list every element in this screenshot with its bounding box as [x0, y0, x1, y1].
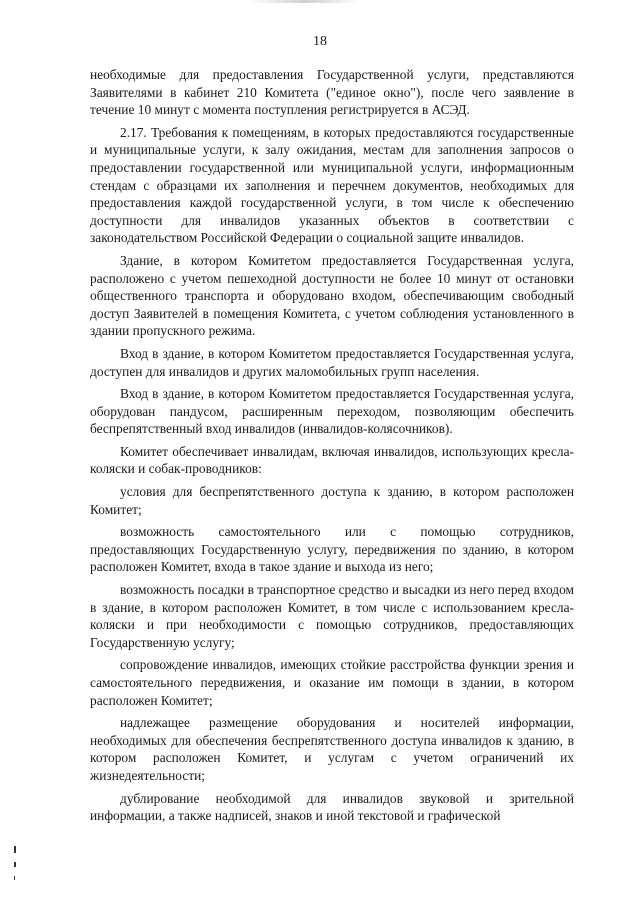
paragraph-continuation: необходимые для предоставления Государственной услуги, представляются Заявителями в кабинет 210 Комитета ("единое окно"), после чего заявление в течение 10 минут с момента поступления регистрируется в АСЭД. [90, 67, 574, 118]
list-item-access-conditions: условия для беспрепятственного доступа к зданию, в котором расположен Комитет; [90, 484, 574, 517]
paragraph-building-location: Здание, в котором Комитетом предоставляется Государственная услуга, расположено с учетом пешеходной доступности не более 10 минут от остановки общественного транспорта и оборудовано входом, обеспечивающим свободный доступ Заявителей в помещения Комитета, с учетом соблюдения установленного в здании пропускного режима. [90, 252, 574, 339]
scan-margin-mark [14, 846, 16, 853]
scan-margin-mark [14, 876, 15, 880]
paragraph-committee-provides: Комитет обеспечивает инвалидам, включая инвалидов, использующих кресла-коляски и собак-проводников: [90, 443, 574, 477]
page-number: 18 [313, 34, 327, 49]
paragraph-entrance-accessible: Вход в здание, в котором Комитетом предоставляется Государственная услуга, доступен для инвалидов и других маломобильных групп населения. [90, 345, 574, 379]
list-item-vehicle-boarding: возможность посадки в транспортное средство и высадки из него перед входом в здание, в котором расположен Комитет, в том числе с использованием кресла-коляски и при необходимости с помощью сотрудников, предоставляющих Государственную услугу; [90, 582, 575, 650]
paragraph-section-2-17: 2.17. Требования к помещениям, в которых предоставляются государственные и муниципальные услуги, к залу ожидания, местам для заполнения запросов о предоставлении государственной или муниципальной услуги, информационным стендам с образцами их заполнения и перечнем документов, необходимых для предоставления каждой государственной услуги, в том числе к обеспечению доступности для инвалидов указанных объектов в соответствии с законодательством Российской Федерации о социальной защите инвалидов. [90, 124, 574, 246]
scan-margin-mark [14, 862, 16, 867]
paragraph-entrance-ramp: Вход в здание, в котором Комитетом предоставляется Государственная услуга, оборудован пандусом, расширенным переходом, позволяющим обеспечить беспрепятственный вход инвалидов (инвалидов-колясочников). [90, 386, 574, 437]
document-body [90, 66, 574, 825]
list-item-escort: сопровождение инвалидов, имеющих стойкие расстройства функции зрения и самостоятельного передвижения, и оказание им помощи в здании, в котором расположен Комитет; [90, 657, 574, 708]
list-item-independent-movement: возможность самостоятельного или с помощью сотрудников, предоставляющих Государственную услугу, передвижения по зданию, в котором расположен Комитет, входа в такое здание и выхода из него; [90, 524, 574, 575]
list-item-info-duplication: дублирование необходимой для инвалидов звуковой и зрительной информации, а также надписей, знаков и иной текстовой и графической [90, 790, 574, 824]
scan-top-smudge [250, 0, 360, 3]
list-item-equipment-placement: надлежащее размещение оборудования и носителей информации, необходимых для обеспечения беспрепятственного доступа инвалидов к зданию, в котором расположен Комитет, и услугам с учетом ограничений их жизнедеятельности; [90, 715, 574, 783]
